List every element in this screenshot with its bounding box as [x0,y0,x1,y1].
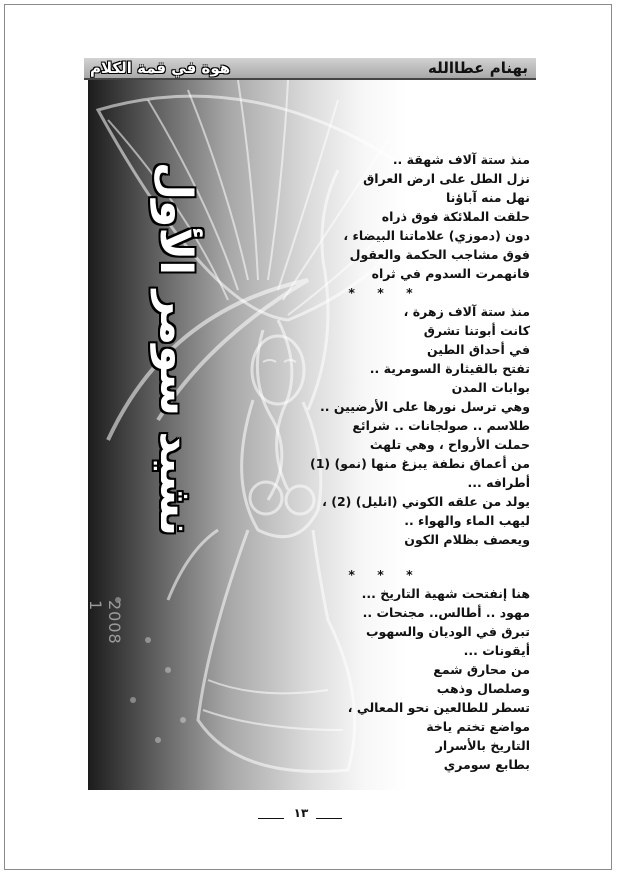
poem-line: من محارق شمع [433,662,530,677]
poem-line: أيقونات ... [463,643,530,658]
poem-line: تسطر للطالعين نحو المعالي ، [347,700,530,715]
poem-line: ويعصف بظلام الكون [404,532,530,547]
poem-line: مواضع تختم ياخة [426,719,530,734]
stanza-separator: * * * [348,567,422,582]
author-name: بهنام عطاالله [428,59,528,77]
poem-line: وهي ترسل نورها على الأرضيين .. [320,399,530,414]
poem-line: نزل الطل على ارض العراق [363,171,530,186]
poem-line: هنا إنفتحت شهية التاريخ ... [361,586,530,601]
poem-line: منذ ستة آلاف شهقة .. [392,152,530,167]
poem-line: بطابع سومري [443,757,530,772]
poem-title [150,161,202,536]
poem-line: دون (دموزي) علاماتنا البيضاء ، [343,228,530,243]
book-title: هوة في قمة الكلام [90,59,231,77]
poem-line: مهود .. أطالس.. مجنحات .. [362,605,530,620]
stanza-gap [300,549,530,565]
poem-line: منذ ستة آلاف زهرة ، [403,304,530,319]
poem-line: أطرافه ... [467,475,530,490]
poem-line: بوابات المدن [451,380,530,395]
poem-line: ليهب الماء والهواء .. [404,513,530,528]
poem-line: التاريخ بالأسرار [435,738,530,753]
poem-line: فوق مشاجب الحكمة والعقول [349,247,530,262]
poem-title-text: نشيد سومر الأول [150,161,201,536]
poem-line: فانهمرت السدوم في ثراه [371,266,530,281]
year-stamp: 2008 1 [86,600,124,645]
poem-line: يولد من علقه الكوني (انليل) (2) ، [322,494,530,509]
stanza-separator: * * * [348,285,422,300]
poem-line: طلاسم .. صولجانات .. شرائع [352,418,530,433]
poem-line: نهل منه آباؤنا [445,190,530,205]
poem-line: حلقت الملائكة فوق ذراه [381,209,530,224]
poem-line: كانت أبوتنا تشرق [423,323,530,338]
poem-body [300,150,530,774]
poem-line: وصلصال وذهب [436,681,530,696]
footer-rule-right [316,818,342,819]
poem-line: تبرق في الوديان والسهوب [365,624,530,639]
poem-line: تفتح بالقيثارة السومرية .. [369,361,530,376]
poem-line: حملت الأرواح ، وهي تلهث [369,437,530,452]
poem-line: من أعماق نطفة يبزغ منها (نمو) (1) [310,456,530,471]
page-number: ١٣ [293,806,309,820]
poem-line: في أحداق الطين [426,342,530,357]
